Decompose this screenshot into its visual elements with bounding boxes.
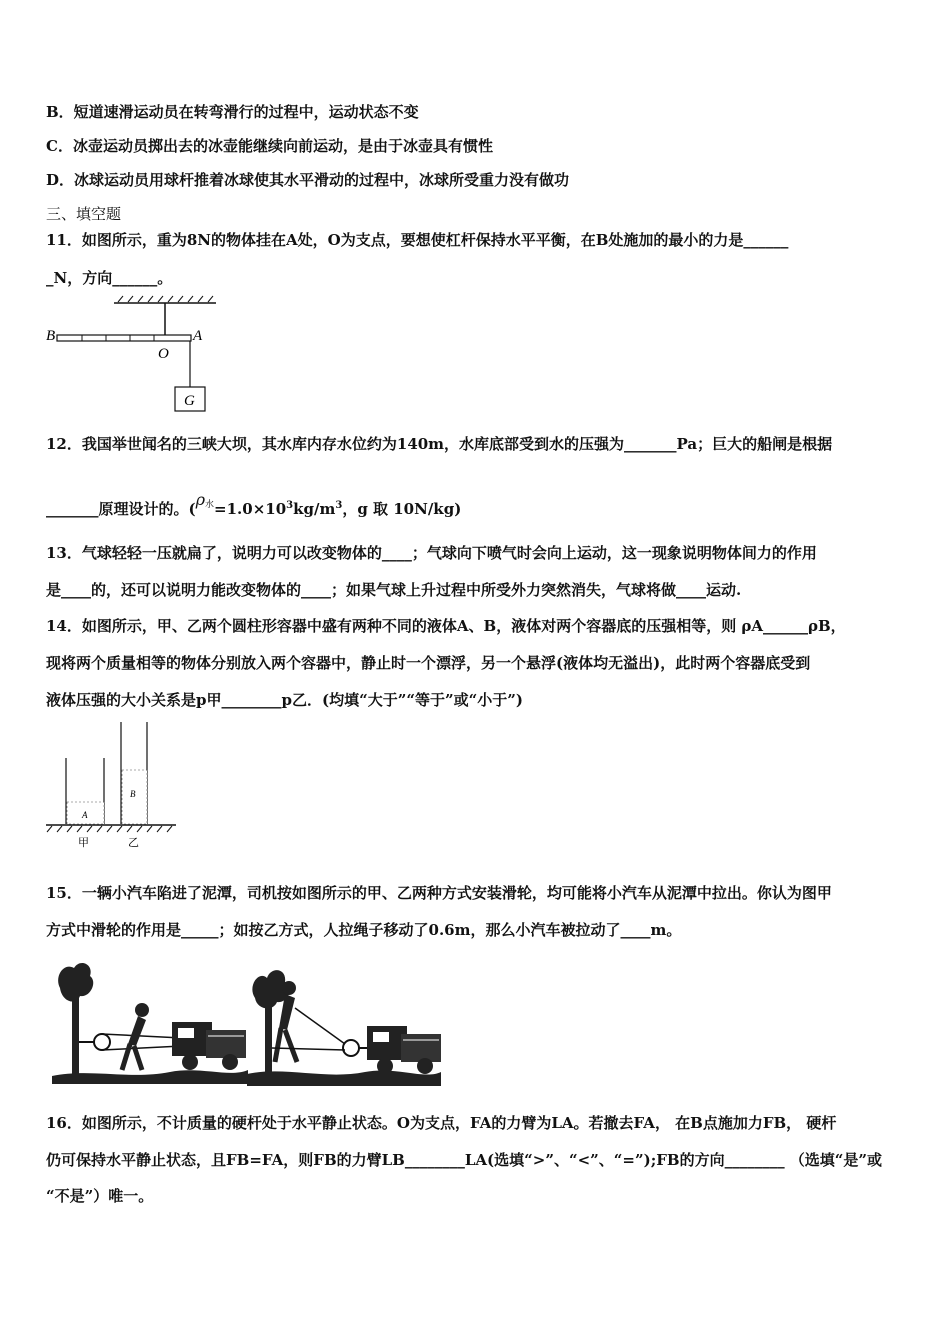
- q12-exp: 3: [286, 500, 294, 511]
- section-title: 三、填空题: [46, 205, 122, 223]
- q10-option-b: B．短道速滑运动员在转弯滑行的过程中，运动状态不变: [46, 103, 419, 121]
- containers-figure: [44, 720, 184, 850]
- q12-text-d: ，g 取 10N/kg): [342, 500, 462, 518]
- q10-option-d: D．冰球运动员用球杆推着冰球使其水平滑动的过程中，冰球所受重力没有做功: [46, 171, 570, 189]
- scene-jia: [52, 963, 248, 1084]
- q11-line2: _N，方向______。: [46, 269, 173, 287]
- q16-line2: 仍可保持水平静止状态，且FB=FA，则FB的力臂LB________LA(选填“>”、“<”、“=”);FB的方向________ （选填“是”或: [46, 1151, 883, 1169]
- pulley-yi-icon: [343, 1040, 359, 1056]
- mud-jia: [52, 1070, 248, 1084]
- q12-text-b: =1.0×10: [214, 500, 287, 518]
- mud-yi: [247, 1070, 441, 1086]
- q10-option-c: C．冰壶运动员掷出去的冰壶能继续向前运动，是由于冰壶具有惯性: [46, 137, 493, 155]
- q14-line1: 14．如图所示，甲、乙两个圆柱形容器中盛有两种不同的液体A、B，液体对两个容器底的压强相等，则 ρA______ρB，: [46, 617, 846, 635]
- label-liquid-b: B: [130, 789, 136, 799]
- lever-bar: [57, 335, 191, 341]
- pulley-jia-icon: [94, 1034, 110, 1050]
- q11-line1: 11．如图所示，重为8N的物体挂在A处，O为支点，要想使杠杆保持水平平衡，在B处施加的最小的力是______: [46, 231, 789, 249]
- label-yi: 乙: [128, 837, 139, 849]
- rho-symbol: ρ: [195, 490, 206, 509]
- q12-text-a: _______原理设计的。(: [46, 500, 196, 518]
- label-o: O: [158, 346, 169, 362]
- person-jia-icon: [135, 1003, 149, 1017]
- scene-yi: [247, 970, 441, 1086]
- label-b: B: [46, 328, 56, 344]
- lever-figure: [44, 295, 224, 415]
- label-liquid-a: A: [82, 810, 88, 820]
- q15-line1: 15．一辆小汽车陷进了泥潭，司机按如图所示的甲、乙两种方式安装滑轮，均可能将小汽车从泥潭中拉出。你认为图甲: [46, 884, 832, 902]
- q14-line3: 液体压强的大小关系是p甲________p乙．(均填“大于”“等于”或“小于”): [46, 691, 523, 709]
- q15-line2: 方式中滑轮的作用是_____；如按乙方式，人拉绳子移动了0.6m，那么小汽车被拉动了____m。: [46, 921, 682, 939]
- q16-line3: “不是”）唯一。: [46, 1187, 154, 1205]
- q13-line2: 是____的，还可以说明力能改变物体的____；如果气球上升过程中所受外力突然消失，气球将做____运动.: [46, 581, 742, 599]
- q16-line1: 16．如图所示，不计质量的硬杆处于水平静止状态。O为支点，FA的力臂为LA。若撤去FA， 在B点施加力FB， 硬杆: [46, 1114, 837, 1132]
- pulley-figure: [50, 958, 442, 1086]
- label-a: A: [193, 328, 203, 344]
- rho-subscript: 水: [205, 500, 215, 510]
- tree-jia-icon: [58, 963, 93, 1002]
- label-g: G: [184, 393, 195, 409]
- q12-line1: 12．我国举世闻名的三峡大坝，其水库内存水位约为140m，水库底部受到水的压强为_______Pa；巨大的船闸是根据: [46, 435, 833, 453]
- person-yi-icon: [282, 981, 296, 995]
- q13-line1: 13．气球轻轻一压就扁了，说明力可以改变物体的____；气球向下喷气时会向上运动，这一现象说明物体间力的作用: [46, 544, 817, 562]
- q12-exp2: 3: [335, 500, 343, 511]
- q12-line2: [46, 490, 462, 522]
- label-jia: 甲: [78, 837, 89, 849]
- q14-line2: 现将两个质量相等的物体分别放入两个容器中，静止时一个漂浮，另一个悬浮(液体均无溢出)，此时两个容器底受到: [46, 654, 811, 672]
- q12-text-c: kg/m: [293, 500, 336, 518]
